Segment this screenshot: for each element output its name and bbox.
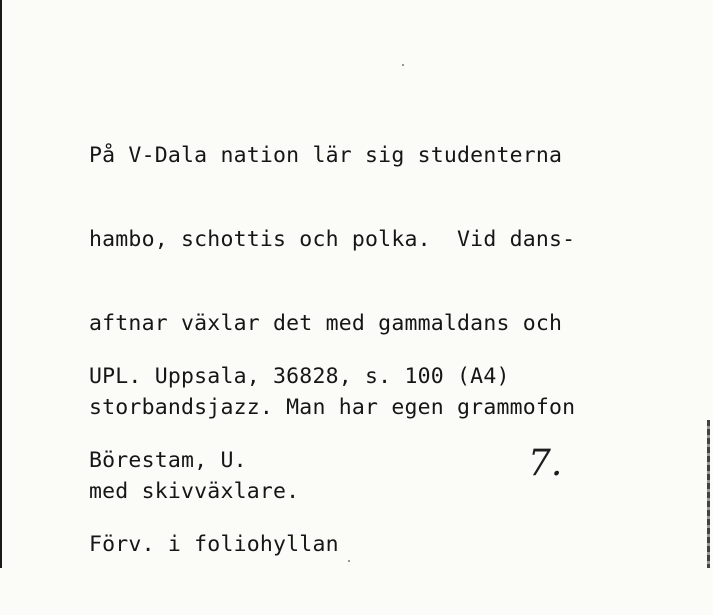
description-line: aftnar växlar det med gammaldans och xyxy=(89,311,563,336)
description-line: med skivväxlare. xyxy=(89,479,300,504)
description-line: hambo, schottis och polka. Vid dans- xyxy=(89,227,576,252)
reference-line: Börestam, U. xyxy=(89,448,247,473)
handwritten-card-number: 7. xyxy=(528,443,563,484)
reference-line: Förv. i foliohyllan xyxy=(89,532,339,557)
description-line: På V-Dala nation lär sig studenterna xyxy=(89,143,563,168)
reference-text xyxy=(89,307,510,615)
card-right-edge xyxy=(707,420,710,568)
card-left-edge xyxy=(0,0,2,568)
dust-speck xyxy=(402,64,404,66)
description-line: storbandsjazz. Man har egen grammofon xyxy=(89,395,576,420)
reference-line: UPL. Uppsala, 36828, s. 100 (A4) xyxy=(89,364,510,389)
